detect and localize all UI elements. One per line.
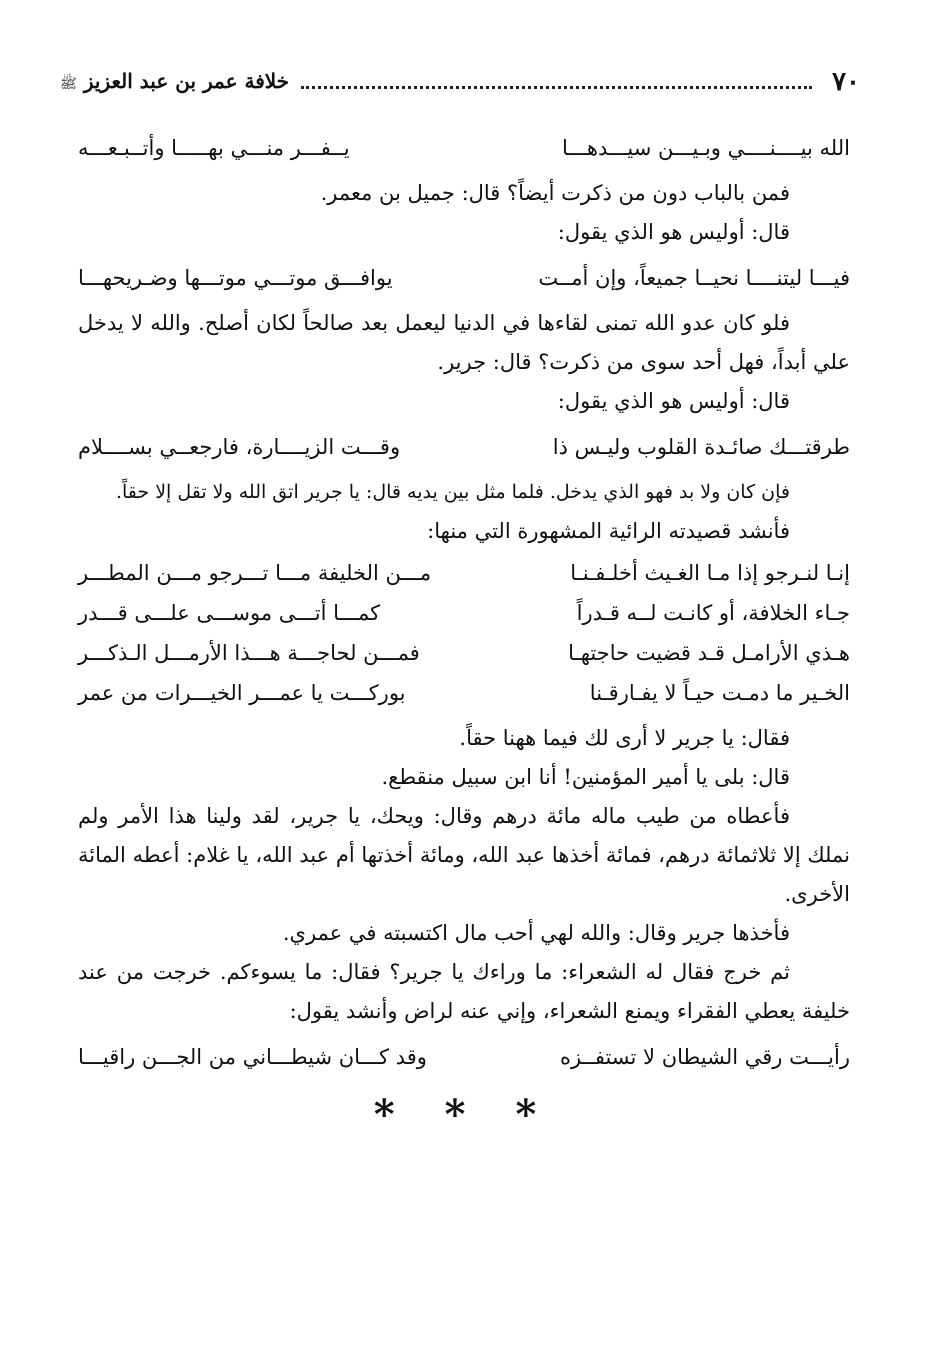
verse-second-hemistich: بوركـــت يا عمـــر الخيـــرات من عمر bbox=[78, 681, 406, 705]
paragraph: فأنشد قصيدته الرائية المشهورة التي منها: bbox=[427, 519, 790, 543]
verse-first-hemistich: فيـــا ليتنــــا نحيــا جميعاً، وإن أمــت bbox=[538, 266, 850, 290]
header-dotted-leader bbox=[301, 86, 812, 89]
poem-verse-line bbox=[78, 553, 850, 593]
poem-verse-line bbox=[78, 673, 850, 713]
page-header bbox=[60, 62, 860, 102]
verse-line bbox=[78, 427, 850, 467]
verse-first-hemistich: جـاء الخلافة، أو كانـت لــه قـدراً bbox=[576, 601, 850, 625]
honorific-symbol: ﷺ bbox=[60, 76, 77, 92]
verse-line bbox=[78, 128, 850, 168]
running-title bbox=[60, 69, 289, 95]
verse-second-hemistich: كمـــا أتـــى موســـى علـــى قـــدر bbox=[78, 601, 381, 625]
verse-first-hemistich: رأيـــت رقي الشيطان لا تستفــزه bbox=[559, 1045, 850, 1069]
paragraph: فإن كان ولا بد فهو الذي يدخل. فلما مثل بين يديه قال: يا جرير اتق الله ولا تقل إلا حقاً. bbox=[115, 481, 790, 503]
verse-second-hemistich: مـــن الخليفة مـــا تـــرجو مـــن المطـــر bbox=[78, 561, 432, 585]
verse-second-hemistich: وقد كـــان شيطـــاني من الجـــن راقيـــا bbox=[78, 1045, 427, 1069]
verse-first-hemistich: هـذي الأرامـل قـد قضيت حاجتهـا bbox=[568, 641, 850, 665]
paragraph: فلو كان عدو الله تمنى لقاءها في الدنيا ليعمل بعد صالحاً لكان أصلح. والله لا يدخل علي أبداً، فهل أحد سوى من ذكرت؟ قال: جرير. bbox=[78, 311, 850, 374]
poem bbox=[78, 553, 850, 713]
paragraph: ثم خرج فقال له الشعراء: ما وراءك يا جرير؟ فقال: ما يسوءكم. خرجت من عند خليفة يعطي الفقراء ويمنع الشعراء، وإني عنه لراض وأنشد يقول: bbox=[78, 960, 850, 1023]
paragraph: فقال: يا جرير لا أرى لك فيما ههنا حقاً. bbox=[459, 726, 790, 750]
running-title-text: خلافة عمر بن عبد العزيز bbox=[83, 69, 290, 93]
verse-second-hemistich: يــفـــر منـــي بهـــــا وأتــبـعـــه bbox=[78, 136, 350, 160]
poem-verse-line bbox=[78, 593, 850, 633]
paragraph: فأعطاه من طيب ماله مائة درهم وقال: ويحك، يا جرير، لقد ولينا هذا الأمر ولم نملك إلا ثلاثمائة درهم، فمائة أخذها عبد الله، ومائة أخذتها أم عبد الله، يا غلام: أعطه المائة الأخرى. bbox=[78, 804, 850, 906]
verse-second-hemistich: وقـــت الزيــــارة، فارجعــي بســــلام bbox=[78, 435, 401, 459]
verse-line bbox=[78, 258, 850, 298]
page-number: ٧٠ bbox=[832, 67, 860, 97]
verse-second-hemistich: فمـــن لحاجـــة هـــذا الأرمـــل الـذكـــر bbox=[78, 641, 420, 665]
verse-first-hemistich: الله بيــــنــــي وبـيـــن سيـــدهـــا bbox=[562, 136, 850, 160]
verse-first-hemistich: الخـير ما دمـت حيـاً لا يفـارقـنا bbox=[589, 681, 850, 705]
verse-first-hemistich: إنـا لنـرجو إذا مـا الغـيث أخلـفـنـا bbox=[570, 561, 850, 585]
page-content bbox=[78, 128, 850, 1138]
paragraph: قال: أوليس هو الذي يقول: bbox=[557, 220, 790, 244]
verse-line bbox=[78, 1037, 850, 1077]
paragraph: فأخذها جرير وقال: والله لهي أحب مال اكتسبته في عمري. bbox=[282, 921, 790, 945]
paragraph: فمن بالباب دون من ذكرت أيضاً؟ قال: جميل بن معمر. bbox=[320, 181, 790, 205]
verse-first-hemistich: طرقتـــك صائـدة القلوب وليـس ذا bbox=[552, 435, 850, 459]
paragraph: قال: أوليس هو الذي يقول: bbox=[557, 389, 790, 413]
paragraph: قال: بلى يا أمير المؤمنين! أنا ابن سبيل منقطع. bbox=[381, 765, 790, 789]
section-break-stars: * * * bbox=[373, 1091, 555, 1138]
verse-second-hemistich: يوافـــق موتـــي موتـــها وضـريحهـــا bbox=[78, 266, 393, 290]
poem-verse-line bbox=[78, 633, 850, 673]
